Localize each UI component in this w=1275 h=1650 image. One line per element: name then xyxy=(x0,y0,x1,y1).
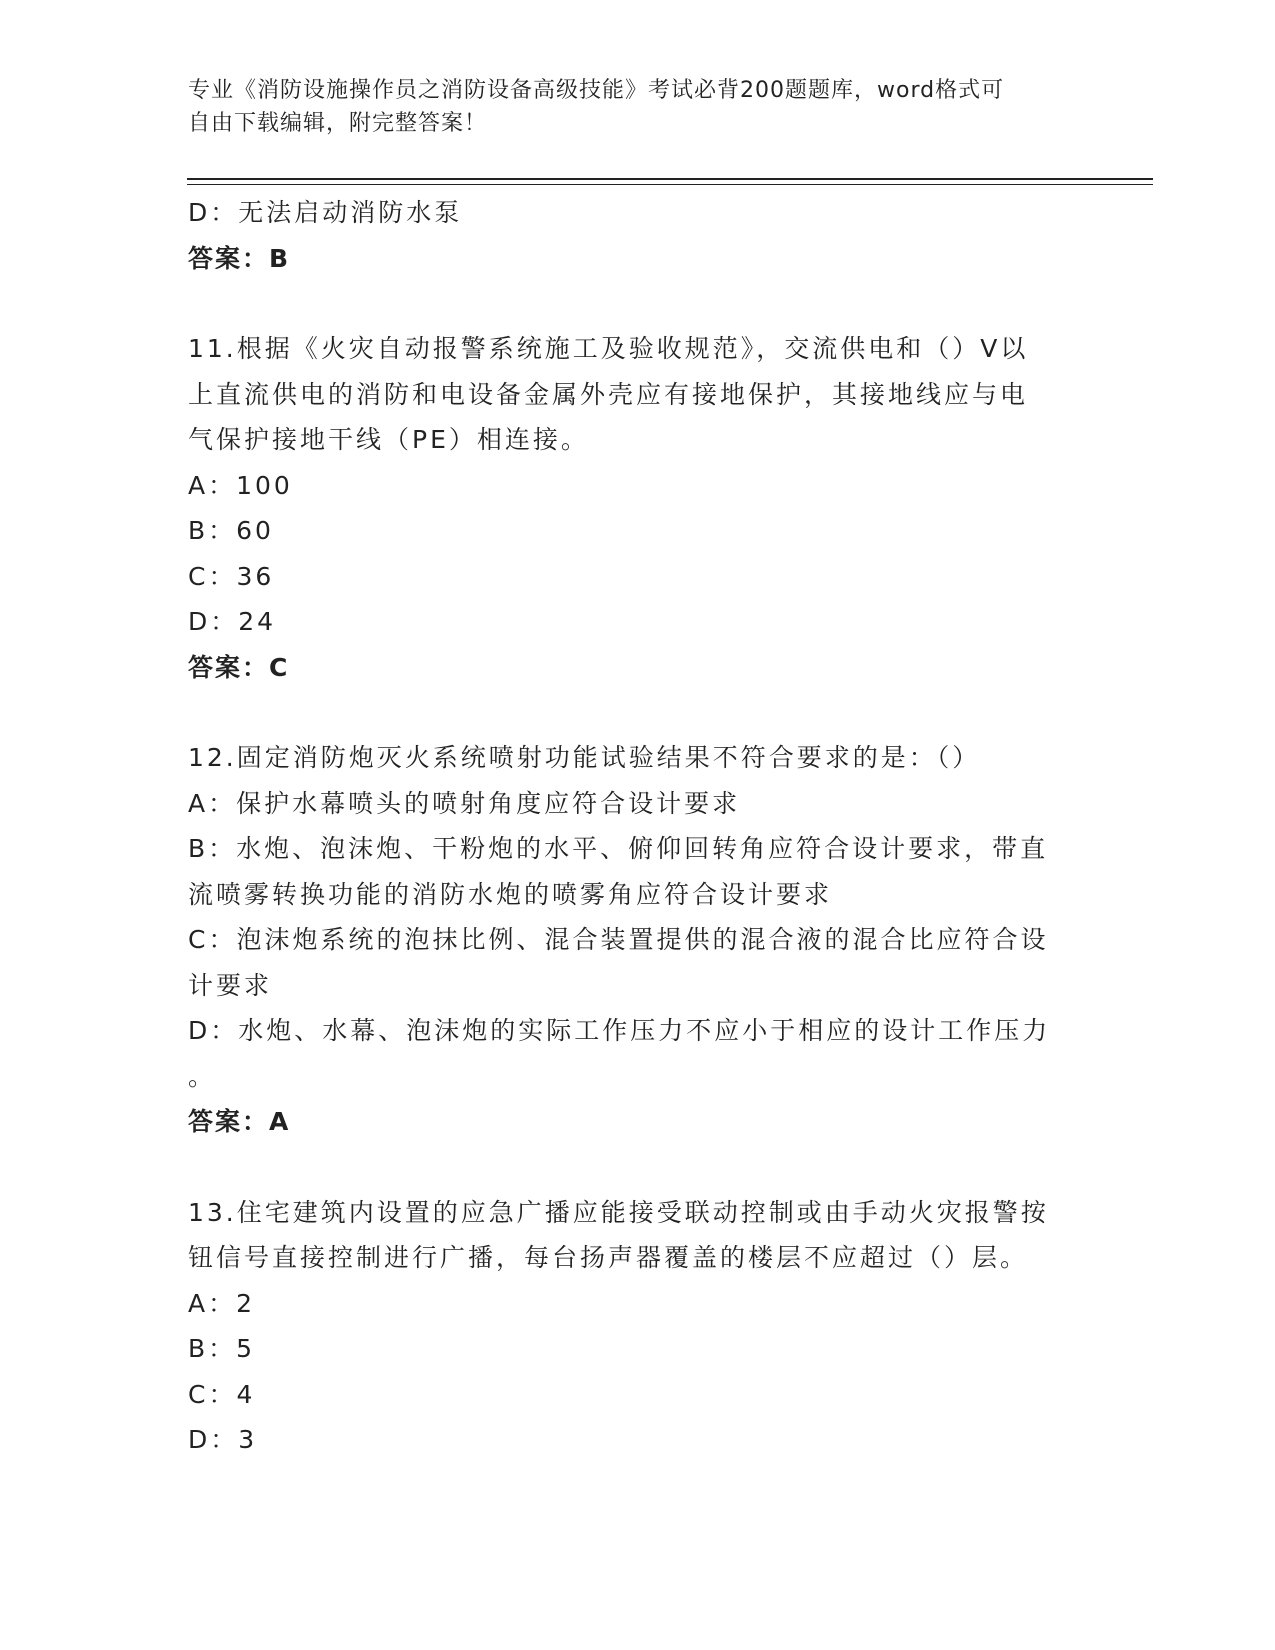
question-stem-line: 钮信号直接控制进行广播，每台扬声器覆盖的楼层不应超过（）层。 xyxy=(188,1243,1029,1272)
prev-answer: 答案：B xyxy=(188,243,291,273)
option-line: B：水炮、泡沫炮、干粉炮的水平、俯仰回转角应符合设计要求，带直 xyxy=(188,834,1049,863)
option-c: C：4 xyxy=(188,1379,256,1409)
option-d: D：24 xyxy=(188,607,277,636)
question-stem-line: 11.根据《火灾自动报警系统施工及验收规范》，交流供电和（）V以 xyxy=(188,334,1029,363)
header-line-2: 自由下载编辑，附完整答案！ xyxy=(188,111,488,136)
question-stem-line: 12.固定消防炮灭火系统喷射功能试验结果不符合要求的是：（） xyxy=(188,743,981,772)
header-divider-thin xyxy=(187,184,1153,185)
prev-option-d: D：无法启动消防水泵 xyxy=(188,198,463,227)
option-line: A：保护水幕喷头的喷射角度应符合设计要求 xyxy=(188,788,741,818)
question-stem-line: 气保护接地干线（PE）相连接。 xyxy=(188,425,589,454)
option-a: A：100 xyxy=(188,470,293,500)
question-stem-line: 13.住宅建筑内设置的应急广播应能接受联动控制或由手动火灾报警按 xyxy=(188,1197,1049,1227)
question-13 xyxy=(188,1190,1068,1463)
question-12 xyxy=(188,735,1068,1145)
option-d: D：3 xyxy=(188,1425,258,1454)
question-content xyxy=(188,190,1068,1463)
spacer xyxy=(188,281,1068,326)
answer: 答案：A xyxy=(188,1107,291,1136)
header-divider-thick xyxy=(187,178,1153,180)
option-line: 计要求 xyxy=(188,970,273,1000)
question-stem-line: 上直流供电的消防和电设备金属外壳应有接地保护，其接地线应与电 xyxy=(188,379,1029,409)
option-b: B：5 xyxy=(188,1334,256,1363)
page-header xyxy=(188,74,1068,140)
answer: 答案：C xyxy=(188,652,290,682)
spacer xyxy=(188,690,1068,735)
option-line: 。 xyxy=(188,1061,217,1091)
option-line: 流喷雾转换功能的消防水炮的喷雾角应符合设计要求 xyxy=(188,879,833,909)
option-line: C：泡沫炮系统的泡抹比例、混合装置提供的混合液的混合比应符合设 xyxy=(188,925,1049,954)
option-b: B：60 xyxy=(188,516,274,545)
spacer xyxy=(188,1145,1068,1190)
question-11 xyxy=(188,326,1068,690)
option-a: A：2 xyxy=(188,1288,256,1318)
header-line-1: 专业《消防设施操作员之消防设备高级技能》考试必背200题题库，word格式可 xyxy=(188,78,1005,103)
option-c: C：36 xyxy=(188,561,275,591)
option-line: D：水炮、水幕、泡沫炮的实际工作压力不应小于相应的设计工作压力 xyxy=(188,1016,1051,1045)
